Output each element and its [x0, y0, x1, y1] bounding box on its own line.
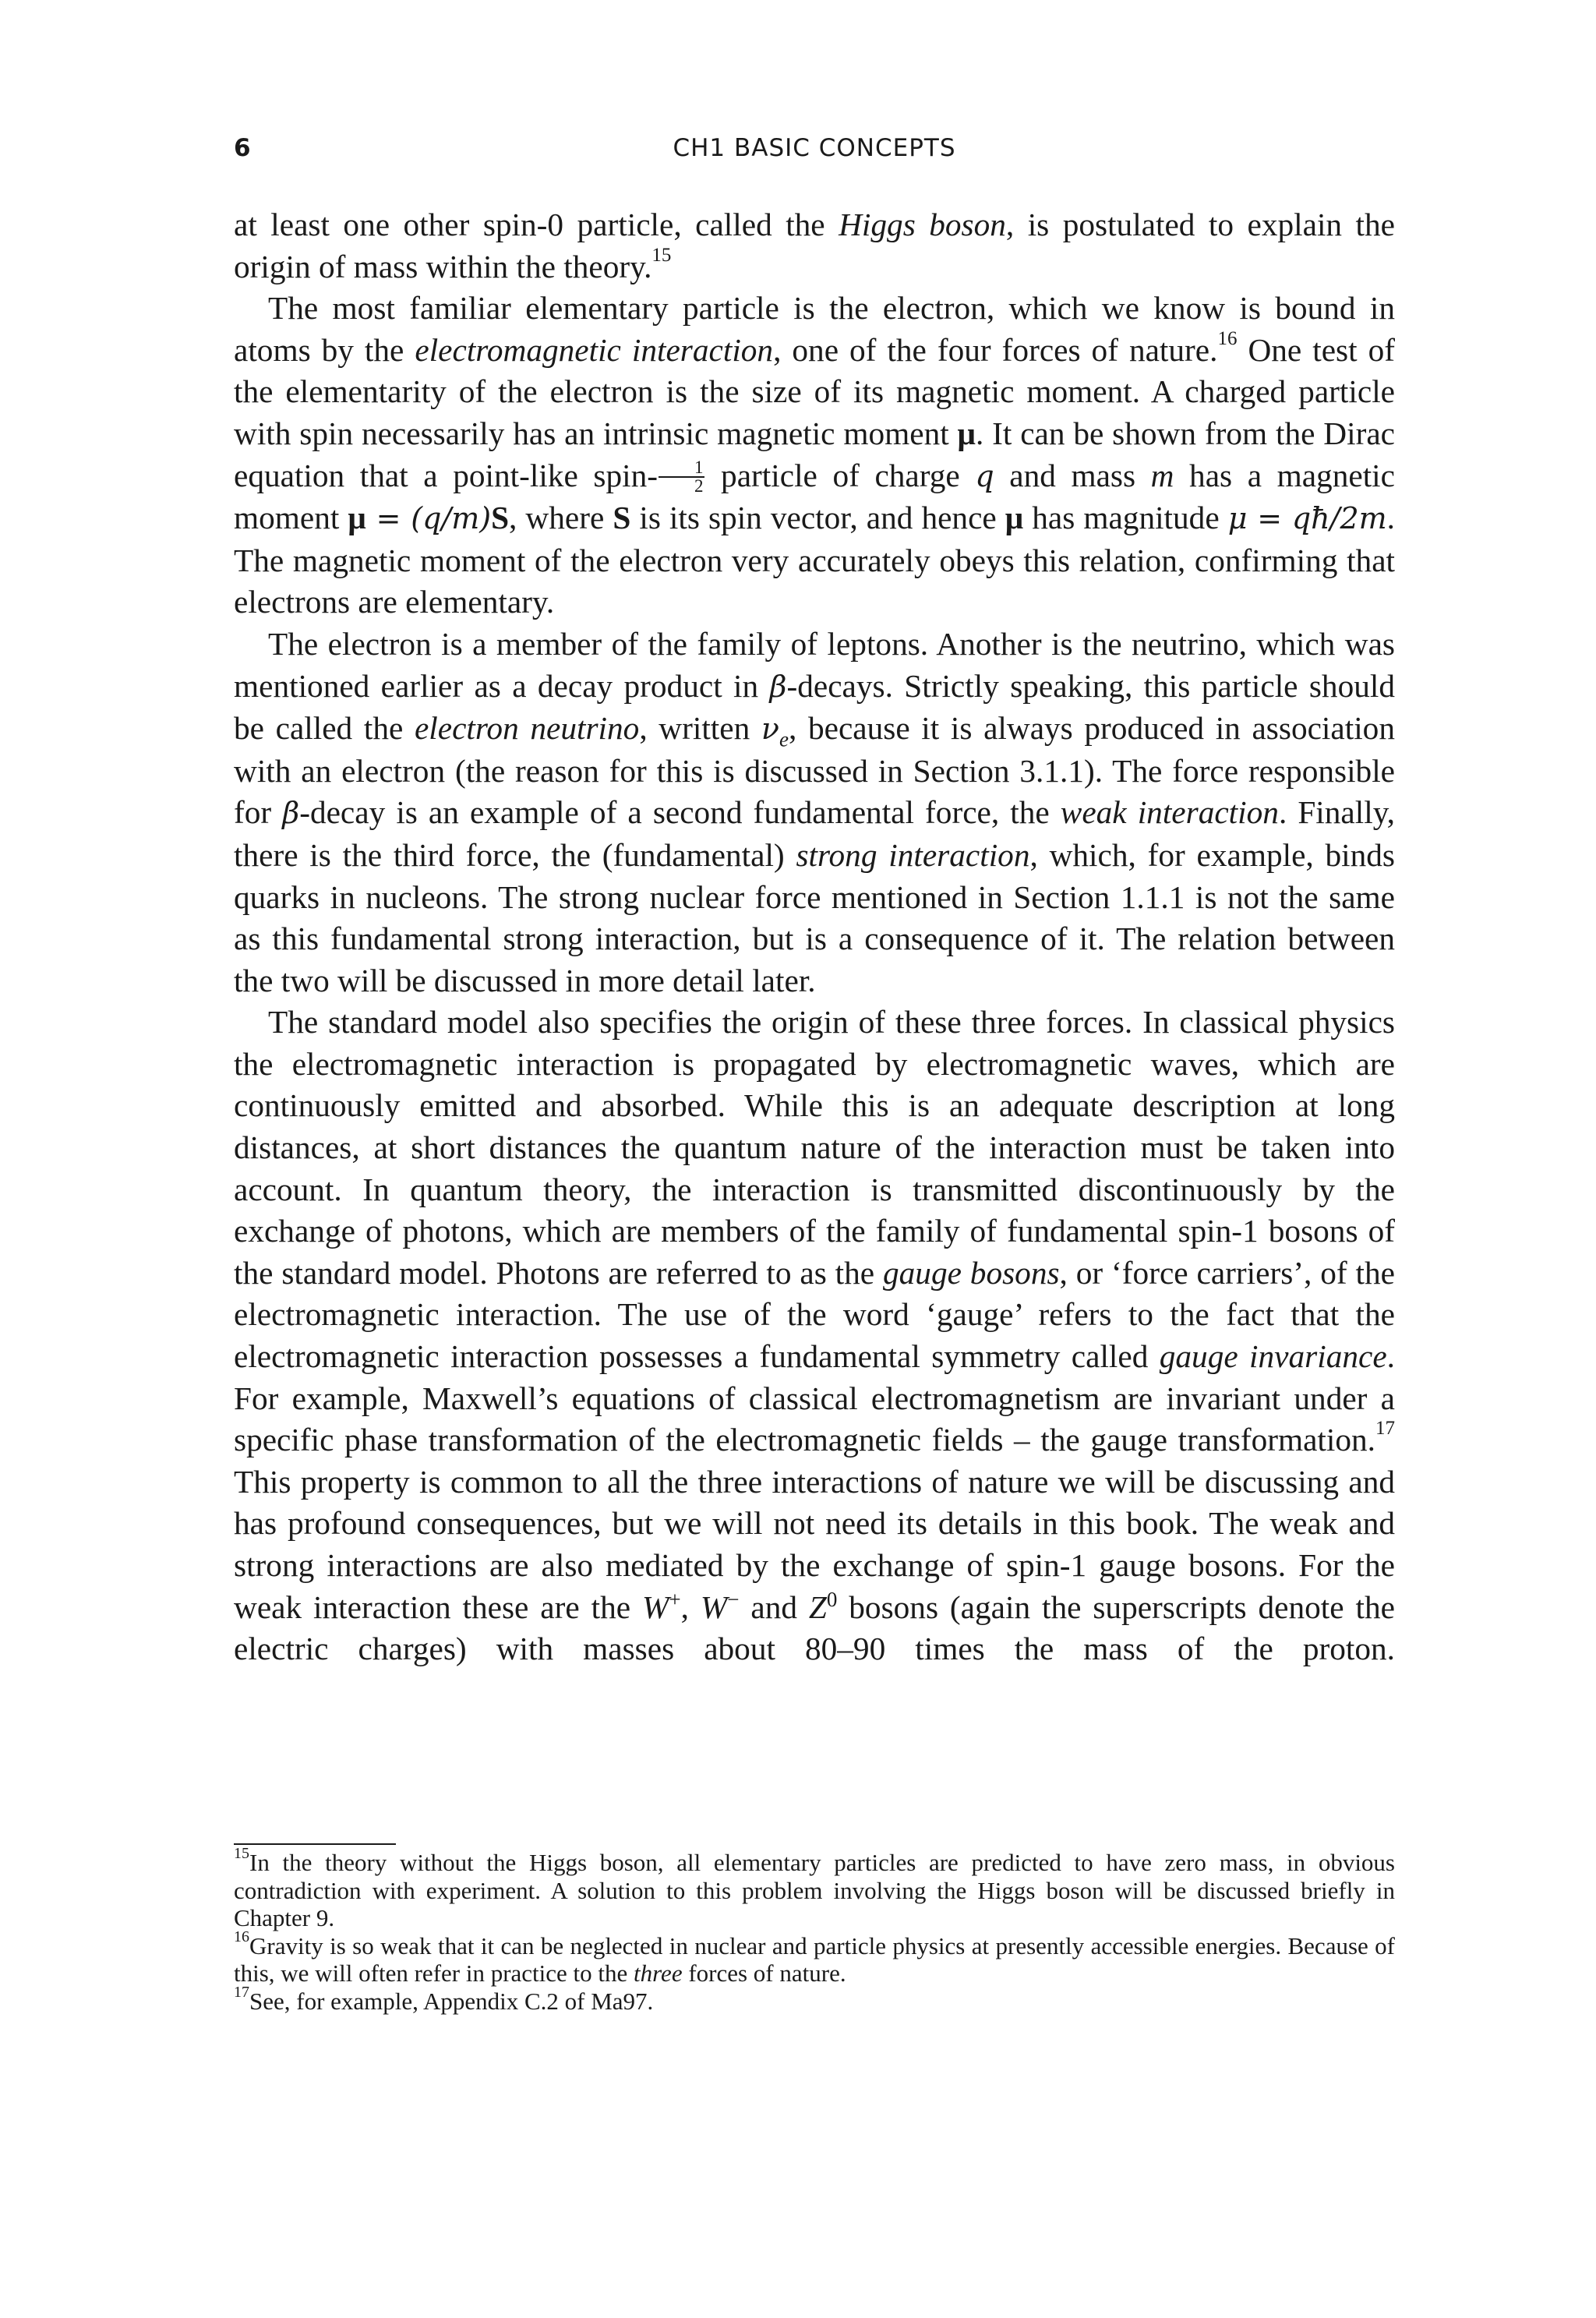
equation-magnitude: μ = qħ/2m	[1227, 501, 1387, 536]
subscript-e: e	[779, 727, 789, 751]
symbol-z-boson: Z	[808, 1588, 827, 1625]
footnotes	[234, 1845, 1395, 2015]
footnote-ref-15[interactable]: 15	[651, 244, 672, 266]
running-head	[234, 134, 1395, 173]
symbol-w-boson: W	[641, 1588, 669, 1625]
symbol-mu: μ	[957, 415, 976, 451]
symbol-beta: β	[769, 669, 787, 704]
body-text	[234, 204, 1395, 1670]
chapter-heading: CH1 BASIC CONCEPTS	[673, 134, 956, 162]
symbol-q: q	[975, 458, 994, 493]
footnote-ref-16[interactable]: 16	[1217, 327, 1238, 349]
footnote-16: $^{16}$Gravity is so weak that it can be neglected in nuclear and particle physics at presently accessible energies. Because of this, we will often refer in practice to the three forces of nature.	[234, 1928, 1395, 1987]
symbol-mu: μ	[348, 500, 366, 536]
symbol-mu: μ	[1005, 500, 1024, 536]
superscript-zero: 0	[826, 1587, 838, 1611]
paragraph-electron: The most familiar elementary particle is the electron, which we know is bound in atoms by the electromagnetic interaction, one of the four forces of nature.$^{16}$ One test of the elementarity of the electron is the size of its magnetic moment. A charged particle with spin necessarily has an intrinsic magnetic moment μ. It can be shown from the Dirac equation that a point-like spin- $\frac{1}{2}$ particle of charge q and mass m has a magnetic moment μ = (q/m)S, where S is its spin vector, and hence μ has magnitude μ = qħ/2m. The magnetic moment of the electron very accurately obeys this relation, confirming that electrons are elementary.	[234, 290, 1395, 620]
term-weak-interaction: weak interaction	[1060, 794, 1279, 831]
superscript-minus: −	[727, 1587, 740, 1611]
footnote-ref-17[interactable]: 17	[1375, 1417, 1395, 1439]
paragraph-higgs: at least one other spin-0 particle, called the Higgs boson, is postulated to explain the origin of mass within the theory.$^{15}$	[234, 207, 1395, 284]
footnote-number: 17	[234, 1983, 249, 2001]
term-electromagnetic-interaction: electromagnetic interaction	[415, 331, 774, 368]
footnote-15: $^{15}$In the theory without the Higgs boson, all elementary particles are predicted to have zero mass, in obvious contradiction with experiment. A solution to this problem involving the Higgs boson will be discussed briefly in Chapter 9.	[234, 1845, 1395, 1931]
term-electron-neutrino: electron neutrino	[414, 710, 640, 747]
symbol-m: m	[1150, 457, 1174, 493]
symbol-w-boson: W	[700, 1588, 728, 1625]
term-strong-interaction: strong interaction	[796, 836, 1030, 873]
symbol-beta: β	[282, 796, 300, 831]
term-gauge-invariance: gauge invariance	[1159, 1338, 1387, 1375]
footnote-number: 15	[234, 1845, 249, 1862]
paragraph-forces: The standard model also specifies the origin of these three forces. In classical physics the electromagnetic interaction is propagated by electromagnetic waves, which are continuously emitted and absorbed. While this is an adequate description at long distances, at short distances the quantum nature of the interaction must be taken into account. In quantum theory, the interaction is transmitted discontinuously by the exchange of photons, which are members of the family of fundamental spin-1 bosons of the standard model. Photons are referred to as the gauge bosons, or ‘force carriers’, of the electromagnetic interaction. The use of the word ‘gauge’ refers to the fact that the electromagnetic interaction possesses a fundamental symmetry called gauge invariance. For example, Maxwell’s equations of classical electromagnetism are invariant under a specific phase transformation of the electromagnetic fields – the gauge transformation.$^{17}$ This property is common to all the three interactions of nature we will be discussing and has profound consequences, but we will not need its details in this book. The weak and strong interactions are also mediated by the exchange of spin-1 gauge bosons. For the weak interaction these are the W+, W− and $Z^0$ bosons (again the superscripts denote the electric charges) with masses about 80–90 times the mass of the proton.	[234, 1004, 1395, 1667]
symbol-spin-vector: S	[613, 500, 631, 536]
footnote-divider	[234, 1843, 396, 1845]
symbol-nu: ν	[761, 712, 780, 747]
superscript-plus: +	[669, 1587, 681, 1611]
footnote-number: 16	[234, 1928, 249, 1945]
term-gauge-bosons: gauge bosons	[883, 1254, 1060, 1291]
equation-moment: = (q/m)	[365, 501, 492, 536]
symbol-spin-vector: S	[491, 500, 510, 536]
fraction-one-half: $\frac{1}{2}$	[659, 459, 705, 495]
term-higgs-boson: Higgs boson	[839, 207, 1006, 242]
page-number: 6	[234, 134, 251, 162]
paragraph-leptons: The electron is a member of the family of leptons. Another is the neutrino, which was mentioned earlier as a decay product in β-decays. Strictly speaking, this particle should be called the electron neutrino, written $\nu_e$, because it is always produced in association with an electron (the reason for this is discussed in Section 3.1.1). The force responsible for β-decay is an example of a second fundamental force, the weak interaction. Finally, there is the third force, the (fundamental) strong interaction, which, for example, binds quarks in nucleons. The strong nuclear force mentioned in Section 1.1.1 is not the same as this fundamental strong interaction, but is a consequence of it. The relation between the two will be discussed in more detail later.	[234, 625, 1396, 998]
footnote-17: $^{17}$See, for example, Appendix C.2 of Ma97.	[234, 1983, 654, 2015]
